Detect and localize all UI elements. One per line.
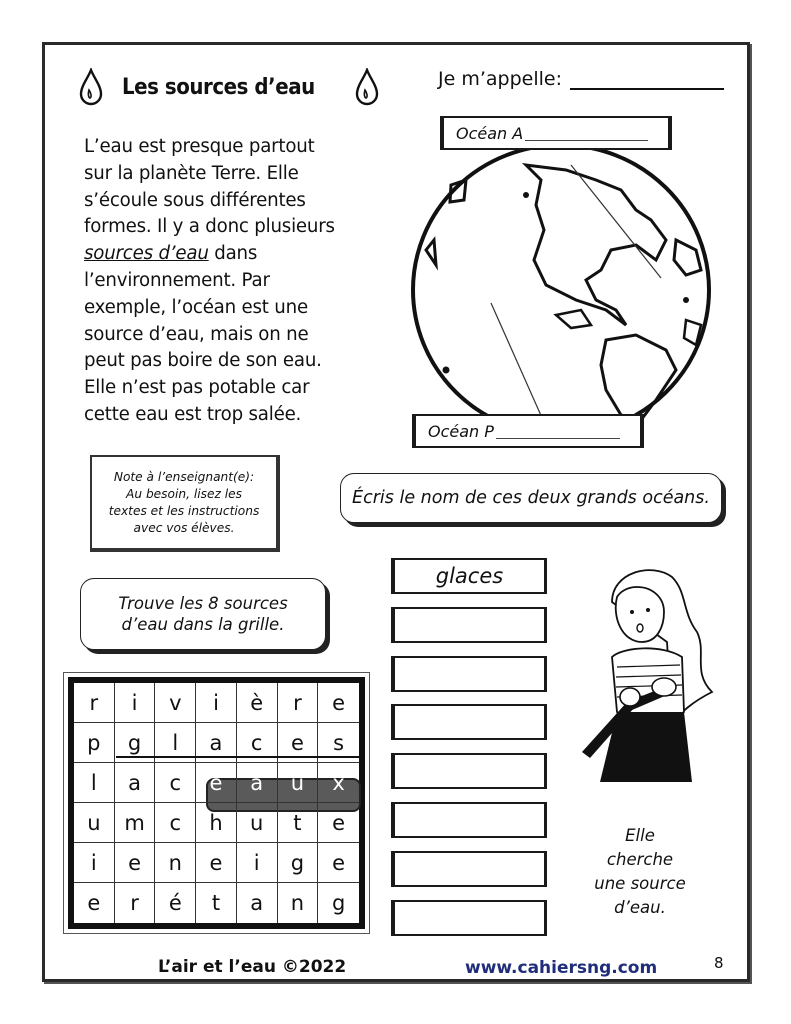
- answer-box[interactable]: [391, 607, 547, 643]
- ocean-pacific-label: [412, 414, 644, 448]
- page-number: 8: [714, 954, 724, 972]
- grid-cell[interactable]: c: [155, 803, 196, 843]
- grid-cell-highlighted[interactable]: x: [318, 763, 359, 803]
- intro-underlined-term: sources d’eau: [84, 243, 209, 265]
- answer-box[interactable]: [391, 802, 547, 838]
- ocean-atlantic-label: [440, 116, 672, 150]
- grid-cell[interactable]: è: [237, 683, 278, 723]
- note-line: textes et les instructions: [108, 503, 260, 518]
- ocean-p-answer-line[interactable]: [496, 423, 620, 439]
- grid-cell[interactable]: c: [155, 763, 196, 803]
- grid-cell[interactable]: r: [74, 683, 115, 723]
- grid-cell[interactable]: é: [155, 883, 196, 923]
- grid-cell-highlighted[interactable]: a: [237, 763, 278, 803]
- grid-cell[interactable]: m: [115, 803, 156, 843]
- grid-cell[interactable]: g: [278, 843, 319, 883]
- grid-cell[interactable]: e: [115, 843, 156, 883]
- grid-cell[interactable]: e: [196, 843, 237, 883]
- grid-instruction: [80, 578, 326, 650]
- grid-cell[interactable]: p: [74, 723, 115, 763]
- answer-box[interactable]: [391, 851, 547, 887]
- grid-cell[interactable]: n: [155, 843, 196, 883]
- title-row: [78, 64, 380, 110]
- grid-cell[interactable]: e: [74, 883, 115, 923]
- page-title: Les sources d’eau: [122, 74, 315, 100]
- grid-cell[interactable]: l: [155, 723, 196, 763]
- grid-cell[interactable]: r: [115, 883, 156, 923]
- grid-cell[interactable]: e: [318, 683, 359, 723]
- girl-with-dowsing-rod-illustration: [572, 562, 722, 782]
- answer-box[interactable]: [391, 656, 547, 692]
- teacher-note: [90, 455, 280, 552]
- oceans-instruction: [340, 473, 722, 523]
- caption-line: d’eau.: [614, 898, 666, 917]
- grid-instruction-line: d’eau dans la grille.: [121, 615, 285, 634]
- name-label: Je m’appelle:: [438, 68, 562, 90]
- grid-cell[interactable]: i: [115, 683, 156, 723]
- grid-cell[interactable]: a: [196, 723, 237, 763]
- water-drop-icon: [78, 68, 104, 106]
- answer-box[interactable]: [391, 704, 547, 740]
- caption-line: Elle: [625, 826, 655, 845]
- ocean-p-text: Océan P: [428, 421, 494, 441]
- grid-instruction-line: Trouve les 8 sources: [118, 594, 288, 613]
- grid-cell[interactable]: s: [318, 723, 359, 763]
- grid-cell[interactable]: e: [278, 723, 319, 763]
- intro-text-before: L’eau est presque partout sur la planète Terre. Elle s’écoule sous différentes formes. Il y a donc plusieurs: [84, 136, 335, 238]
- grid-cell[interactable]: g: [115, 723, 156, 763]
- answer-list: [391, 558, 547, 948]
- oceans-instruction-text: Écris le nom de ces deux grands océans.: [352, 488, 710, 508]
- name-input-line[interactable]: [570, 70, 724, 90]
- answer-box[interactable]: glaces: [391, 558, 547, 594]
- grid-cell[interactable]: n: [278, 883, 319, 923]
- illustration-caption: [580, 824, 700, 920]
- answer-box[interactable]: [391, 753, 547, 789]
- name-row: [438, 68, 724, 90]
- grid-cell[interactable]: i: [237, 843, 278, 883]
- strikethrough-glaces: [116, 756, 360, 758]
- grid-cell[interactable]: e: [318, 803, 359, 843]
- grid-cell[interactable]: t: [196, 883, 237, 923]
- answer-box[interactable]: [391, 900, 547, 936]
- caption-line: une source: [594, 874, 686, 893]
- caption-line: cherche: [606, 850, 674, 869]
- grid-cells: [74, 683, 359, 923]
- grid-cell[interactable]: e: [318, 843, 359, 883]
- ocean-a-answer-line[interactable]: [525, 125, 648, 141]
- grid-cell[interactable]: t: [278, 803, 319, 843]
- note-line: avec vos élèves.: [133, 520, 235, 535]
- globe-illustration: [406, 150, 716, 420]
- ocean-a-text: Océan A: [456, 123, 524, 143]
- grid-cell[interactable]: a: [237, 883, 278, 923]
- grid-cell[interactable]: l: [74, 763, 115, 803]
- grid-cell-highlighted[interactable]: e: [196, 763, 237, 803]
- intro-paragraph: [84, 134, 344, 429]
- grid-cell[interactable]: r: [278, 683, 319, 723]
- footer-title: L’air et l’eau ©2022: [158, 957, 347, 977]
- grid-cell-highlighted[interactable]: u: [278, 763, 319, 803]
- grid-cell[interactable]: i: [74, 843, 115, 883]
- grid-cell[interactable]: i: [196, 683, 237, 723]
- footer-url-link[interactable]: www.cahiersng.com: [465, 958, 658, 978]
- note-line: Note à l’enseignant(e):: [113, 469, 255, 484]
- word-search-grid: [63, 672, 370, 934]
- grid-cell[interactable]: u: [237, 803, 278, 843]
- intro-text-after: dans l’environnement. Par exemple, l’océan est une source d’eau, mais on ne peut pas boire de son eau. Elle n’est pas potable car cette eau est trop salée.: [84, 243, 322, 425]
- grid-cell[interactable]: a: [115, 763, 156, 803]
- water-drop-icon: [354, 68, 380, 106]
- grid-cell[interactable]: h: [196, 803, 237, 843]
- grid-cell[interactable]: c: [237, 723, 278, 763]
- grid-cell[interactable]: g: [331, 891, 346, 915]
- grid-cell[interactable]: v: [155, 683, 196, 723]
- note-line: Au besoin, lisez les: [126, 486, 242, 501]
- grid-cell[interactable]: u: [74, 803, 115, 843]
